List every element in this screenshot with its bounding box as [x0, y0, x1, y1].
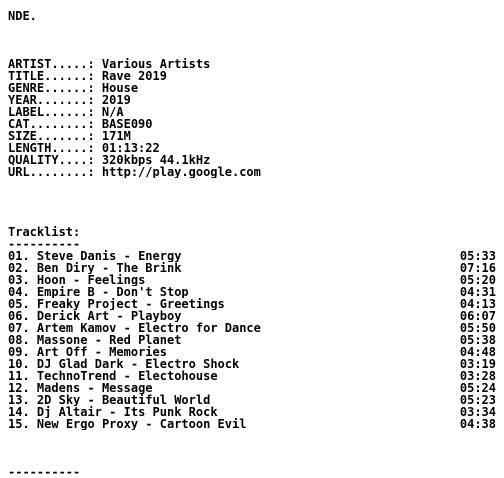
track-row	[8, 298, 496, 310]
track-duration: 04:48	[459, 346, 496, 358]
info-label: SIZE.......:	[8, 130, 102, 142]
track-number: 05.	[8, 298, 30, 310]
track-info	[8, 310, 181, 322]
track-info	[8, 358, 239, 370]
tracklist-heading: Tracklist:	[8, 226, 81, 238]
info-value: 171M	[101, 130, 131, 142]
track-title: Derick Art - Playboy	[36, 310, 182, 322]
track-number: 12.	[8, 382, 30, 394]
track-number: 09.	[8, 346, 30, 358]
info-value: BASE090	[101, 118, 153, 130]
info-label: ARTIST.....:	[8, 58, 102, 70]
info-label: GENRE......:	[8, 82, 102, 94]
track-info	[8, 382, 153, 394]
track-title: Steve Danis - Energy	[36, 250, 182, 262]
track-row	[8, 406, 496, 418]
track-title: 2D Sky - Beautiful World	[36, 394, 211, 406]
info-label: CAT........:	[8, 118, 102, 130]
track-duration: 04:13	[459, 298, 496, 310]
release-group-tag: NDE.	[8, 10, 37, 22]
track-number: 15.	[8, 418, 30, 430]
track-duration: 05:33	[459, 250, 496, 262]
track-row	[8, 322, 496, 334]
track-title: Ben Diry - The Brink	[36, 262, 182, 274]
track-info	[8, 322, 261, 334]
track-number: 14.	[8, 406, 30, 418]
track-row	[8, 286, 496, 298]
track-info	[8, 286, 189, 298]
info-title	[8, 70, 496, 82]
track-duration: 05:24	[459, 382, 496, 394]
tracklist-divider: ----------	[8, 238, 81, 250]
track-title: TechnoTrend - Electohouse	[36, 370, 218, 382]
track-duration: 04:38	[459, 418, 496, 430]
info-value: 01:13:22	[101, 142, 160, 154]
track-title: Empire B - Don't Stop	[36, 286, 189, 298]
track-number: 04.	[8, 286, 30, 298]
track-title: Artem Kamov - Electro for Dance	[36, 322, 261, 334]
track-row	[8, 310, 496, 322]
info-value: 320kbps 44.1kHz	[101, 154, 211, 166]
track-info	[8, 346, 167, 358]
info-url	[8, 166, 496, 178]
track-info	[8, 298, 225, 310]
track-number: 03.	[8, 274, 30, 286]
track-duration: 06:07	[459, 310, 496, 322]
info-genre	[8, 82, 496, 94]
track-number: 02.	[8, 262, 30, 274]
info-cat	[8, 118, 496, 130]
info-artist	[8, 58, 496, 70]
info-block	[8, 58, 496, 178]
track-duration: 05:23	[459, 394, 496, 406]
track-row	[8, 370, 496, 382]
track-number: 08.	[8, 334, 30, 346]
track-info	[8, 418, 246, 430]
info-value: Various Artists	[101, 58, 211, 70]
info-url-link[interactable]: http://play.google.com	[101, 166, 261, 178]
track-duration: 05:50	[459, 322, 496, 334]
track-row	[8, 346, 496, 358]
track-row	[8, 418, 496, 430]
info-label: YEAR.......:	[8, 94, 102, 106]
info-year	[8, 94, 496, 106]
track-title: New Ergo Proxy - Cartoon Evil	[36, 418, 247, 430]
info-label-field	[8, 106, 496, 118]
track-info	[8, 370, 218, 382]
track-title: Hoon - Feelings	[36, 274, 146, 286]
info-size	[8, 130, 496, 142]
track-duration: 03:19	[459, 358, 496, 370]
release-info-document	[8, 10, 496, 478]
track-row	[8, 394, 496, 406]
track-row	[8, 382, 496, 394]
track-number: 13.	[8, 394, 30, 406]
track-info	[8, 394, 210, 406]
track-number: 10.	[8, 358, 30, 370]
track-number: 06.	[8, 310, 30, 322]
track-row	[8, 274, 496, 286]
track-row	[8, 334, 496, 346]
info-label: TITLE......:	[8, 70, 102, 82]
track-number: 11.	[8, 370, 30, 382]
track-duration: 07:16	[459, 262, 496, 274]
track-duration: 05:20	[459, 274, 496, 286]
track-number: 01.	[8, 250, 30, 262]
track-number: 07.	[8, 322, 30, 334]
info-length	[8, 142, 496, 154]
track-title: Freaky Project - Greetings	[36, 298, 225, 310]
track-title: Madens - Message	[36, 382, 153, 394]
track-info	[8, 406, 218, 418]
track-title: Massone - Red Planet	[36, 334, 182, 346]
track-title: Dj Altair - Its Punk Rock	[36, 406, 218, 418]
track-duration: 04:31	[459, 286, 496, 298]
track-row	[8, 250, 496, 262]
track-row	[8, 358, 496, 370]
info-label: QUALITY....:	[8, 154, 102, 166]
track-duration: 03:34	[459, 406, 496, 418]
info-value: 2019	[101, 94, 131, 106]
track-info	[8, 262, 181, 274]
info-value: Rave 2019	[101, 70, 167, 82]
track-title: Art Off - Memories	[36, 346, 167, 358]
track-info	[8, 274, 145, 286]
info-quality	[8, 154, 496, 166]
track-title: DJ Glad Dark - Electro Shock	[36, 358, 240, 370]
track-duration: 05:38	[459, 334, 496, 346]
footer-divider: ----------	[8, 466, 81, 478]
track-info	[8, 250, 181, 262]
track-duration: 03:28	[459, 370, 496, 382]
info-label: LENGTH.....:	[8, 142, 102, 154]
info-label: URL........:	[8, 166, 102, 178]
info-label: LABEL......:	[8, 106, 102, 118]
info-value: House	[101, 82, 139, 94]
track-info	[8, 334, 181, 346]
tracklist	[8, 250, 496, 430]
track-row	[8, 262, 496, 274]
info-value: N/A	[101, 106, 124, 118]
